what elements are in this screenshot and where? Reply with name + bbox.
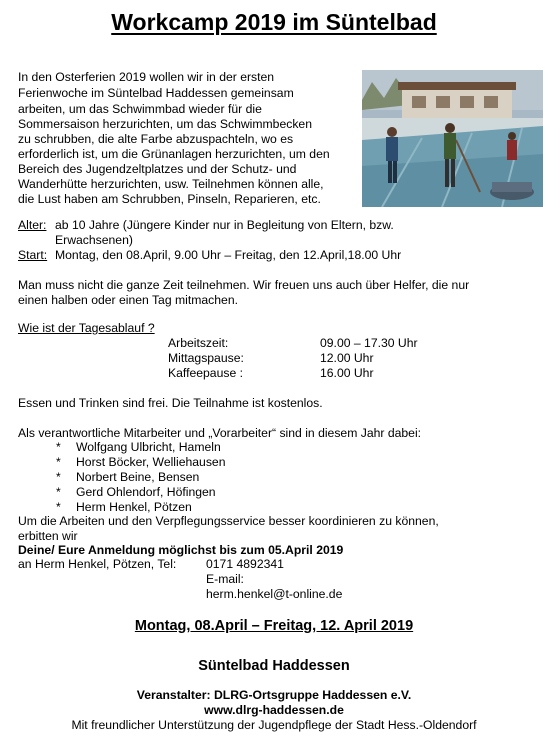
registration-line: Um die Arbeiten und den Verpflegungsservice besser koordinieren zu können,: [18, 514, 439, 528]
staff-item: Horst Böcker, Welliehausen: [76, 455, 226, 469]
registration-deadline: Deine/ Eure Anmeldung möglichst bis zum 05.April 2019: [18, 543, 344, 557]
intro-line: arbeiten, um das Schwimmbad wieder für die: [18, 102, 262, 116]
age-label: Alter:: [18, 218, 47, 232]
schedule-value: 12.00 Uhr: [320, 351, 374, 365]
intro-line: erforderlich ist, um die Grünanlagen herzurichten, um den: [18, 147, 330, 161]
staff-item: Herm Henkel, Pötzen: [76, 500, 192, 514]
staff-intro: Als verantwortliche Mitarbeiter und „Vorarbeiter“ sind in diesem Jahr dabei:: [18, 426, 422, 440]
schedule-value: 09.00 – 17.30 Uhr: [320, 336, 418, 350]
schedule-heading: Wie ist der Tagesablauf ?: [18, 321, 155, 335]
pool-cleaning-photo: [362, 70, 543, 207]
staff-item: Norbert Beine, Bensen: [76, 470, 200, 484]
email-label: E-mail:: [206, 572, 244, 586]
note-line: einen halben oder einen Tag mitmachen.: [18, 293, 238, 307]
bullet-icon: *: [56, 485, 61, 499]
support-line: Mit freundlicher Unterstützung der Jugendpflege der Stadt Hess.-Oldendorf: [71, 718, 477, 732]
intro-line: Bereich des Jugendzeltplatzes und der Schutz- und: [18, 162, 297, 176]
phone-number: 0171 4892341: [206, 557, 284, 571]
page-title: Workcamp 2019 im Süntelbad: [111, 9, 437, 35]
age-text-cont: Erwachsenen): [55, 233, 133, 247]
venue-name: Süntelbad Haddessen: [198, 658, 350, 674]
start-text: Montag, den 08.April, 9.00 Uhr – Freitag, den 12.April,18.00 Uhr: [55, 248, 402, 262]
bullet-icon: *: [56, 440, 61, 454]
schedule-label: Kaffeepause :: [168, 366, 243, 380]
website-link[interactable]: www.dlrg-haddessen.de: [204, 703, 344, 717]
schedule-label: Arbeitszeit:: [168, 336, 229, 350]
staff-item: Gerd Ohlendorf, Höfingen: [76, 485, 216, 499]
event-dates: Montag, 08.April – Freitag, 12. April 2019: [134, 618, 414, 634]
note-line: Man muss nicht die ganze Zeit teilnehmen. Wir freuen uns auch über Helfer, die nur: [18, 278, 470, 292]
start-label: Start:: [18, 248, 48, 262]
registration-line: erbitten wir: [18, 529, 78, 543]
intro-line: zu schrubben, die alte Farbe abzuspachteln, wo es: [18, 132, 294, 146]
intro-line: Ferienwoche im Süntelbad Haddessen gemeinsam: [18, 86, 294, 100]
intro-line: In den Osterferien 2019 wollen wir in der ersten: [18, 70, 275, 84]
food-line: Essen und Trinken sind frei. Die Teilnahme ist kostenlos.: [18, 396, 323, 410]
intro-line: Wanderhütte herzurichten, usw. Teilnehmen können alle,: [18, 177, 324, 191]
email-address[interactable]: herm.henkel@t-online.de: [206, 587, 343, 601]
age-text: ab 10 Jahre (Jüngere Kinder nur in Begleitung von Eltern, bzw.: [55, 218, 394, 232]
bullet-icon: *: [56, 470, 61, 484]
staff-item: Wolfgang Ulbricht, Hameln: [76, 440, 221, 454]
bullet-icon: *: [56, 455, 61, 469]
intro-line: Sommersaison herzurichten, um das Schwimmbecken: [18, 117, 312, 131]
contact-label: an Herm Henkel, Pötzen, Tel:: [18, 557, 177, 571]
schedule-value: 16.00 Uhr: [320, 366, 374, 380]
organizer: Veranstalter: DLRG-Ortsgruppe Haddessen e.V.: [136, 688, 412, 702]
schedule-label: Mittagspause:: [168, 351, 244, 365]
intro-line: die Lust haben am Schrubben, Pinseln, Reparieren, etc.: [18, 192, 321, 206]
bullet-icon: *: [56, 500, 61, 514]
